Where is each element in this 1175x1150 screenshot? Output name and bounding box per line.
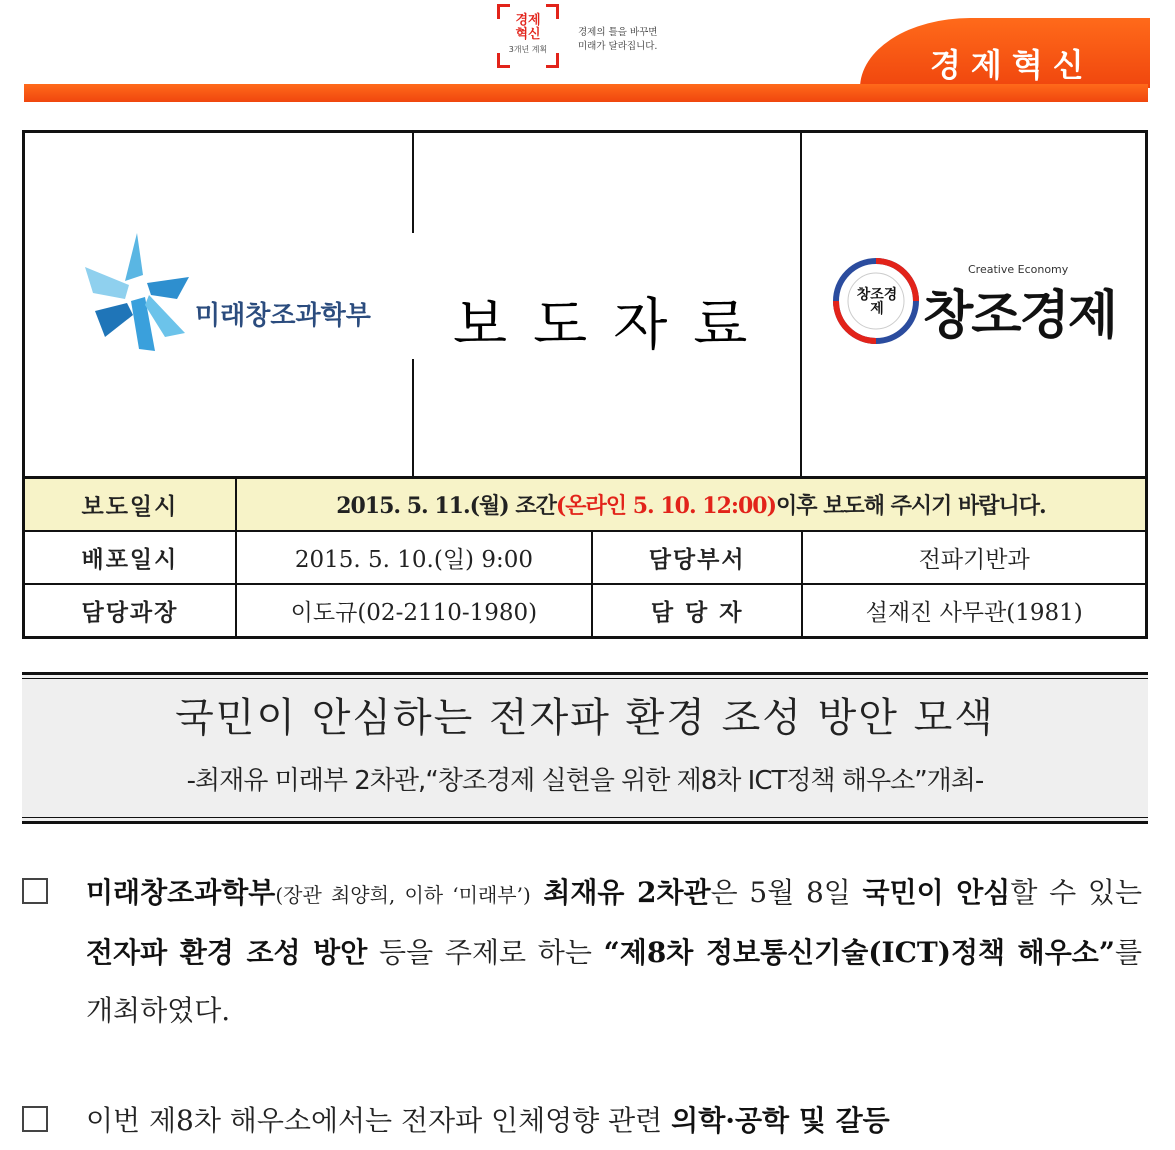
economic-innovation-badge <box>497 4 559 68</box>
distribution-value: 2015. 5. 10.(일) 9:00 <box>236 531 592 584</box>
p2-bold: 의학·공학 및 갈등 <box>671 1104 890 1137</box>
release-date: 2015. 5. 11.(월) 조간 <box>336 493 556 519</box>
manager-label: 담당과장 <box>24 584 236 638</box>
creative-economy-korean: 창조경제 <box>923 285 1116 346</box>
press-header <box>22 130 1148 477</box>
badge-subtitle: 3개년 계획 <box>508 45 548 54</box>
public-safety: 국민이 안심 <box>862 876 1011 909</box>
emf-plan: 전자파 환경 조성 방안 <box>86 936 368 969</box>
badge-title: 경제 혁신 <box>515 13 541 42</box>
vice-minister: 최재유 2차관 <box>530 876 711 909</box>
closing: 를 개최하였다. <box>86 936 1142 1027</box>
msip-star-logo <box>85 233 190 353</box>
checkbox-bullet-icon <box>22 878 48 904</box>
divider <box>800 133 802 480</box>
table-row <box>24 478 1147 532</box>
minister-note: (장관 최양희, 이하 ‘미래부’) <box>275 883 531 907</box>
table-row <box>24 531 1147 584</box>
event-name: “제8차 정보통신기술(ICT)정책 해우소” <box>603 936 1115 969</box>
contact-value: 설재진 사무관(1981) <box>802 584 1146 638</box>
top-banner <box>0 0 1175 110</box>
banner-slogan <box>578 26 657 54</box>
slogan-line-2: 미래가 달라집니다. <box>578 41 658 52</box>
ministry-name: 미래창조과학부 <box>195 301 371 331</box>
seal-text: 창조경제 <box>856 287 898 317</box>
contact-label: 담 당 자 <box>592 584 802 638</box>
p2-text: 이번 제8차 해우소에서는 전자파 인체영향 관련 <box>86 1104 672 1137</box>
headline-subtitle: -최재유 미래부 2차관,“창조경제 실현을 위한 제8차 ICT정책 해우소”개최- <box>186 766 984 796</box>
manager-value: 이도규(02-2110-1980) <box>236 584 592 638</box>
release-instruction: 이후 보도해 주시기 바랍니다. <box>776 493 1046 519</box>
divider <box>412 359 414 480</box>
department-value: 전파기반과 <box>802 531 1146 584</box>
creative-economy-english: Creative Economy <box>968 263 1069 276</box>
ministry-bold: 미래창조과학부 <box>86 876 276 909</box>
department-label: 담당부서 <box>592 531 802 584</box>
connector: 할 수 있는 <box>1010 876 1142 909</box>
date-text: 은 5월 8일 <box>710 876 863 909</box>
table-row <box>24 584 1147 638</box>
distribution-label: 배포일시 <box>24 531 236 584</box>
headline-box <box>22 672 1148 824</box>
checkbox-bullet-icon <box>22 1106 48 1132</box>
slogan-line-1: 경제의 틀을 바꾸면 <box>578 27 658 38</box>
divider <box>412 133 414 233</box>
press-release-title: 보도자료 <box>453 293 774 358</box>
banner-title: 경제혁신 <box>930 46 1094 84</box>
paragraph-2 <box>22 1092 1142 1150</box>
release-label: 보도일시 <box>24 478 236 532</box>
release-notice <box>236 478 1147 532</box>
online-release-time: (온라인 5. 10. 12:00) <box>555 493 777 519</box>
headline-title: 국민이 안심하는 전자파 환경 조성 방안 모색 <box>175 695 995 741</box>
paragraph-1 <box>22 864 1142 1040</box>
connector: 등을 주제로 하는 <box>367 936 604 969</box>
banner-bar <box>24 84 1148 102</box>
press-info-table <box>22 476 1148 639</box>
